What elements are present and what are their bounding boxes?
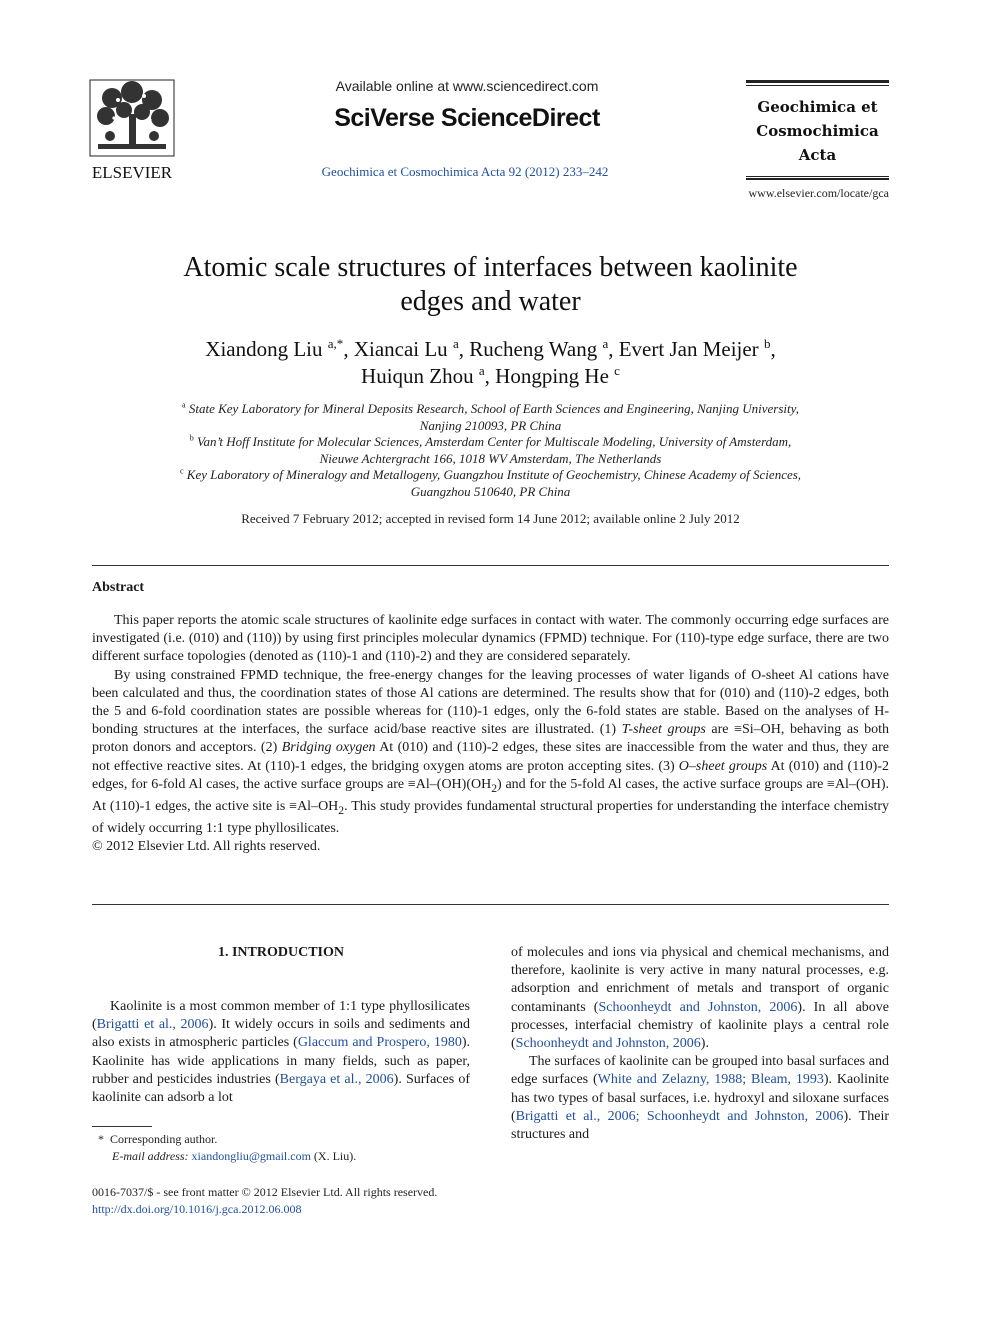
abstract-top-rule	[92, 565, 889, 566]
affiliation-line	[120, 401, 861, 418]
abstract-term: Bridging oxygen	[281, 740, 376, 756]
abstract-heading: Abstract	[92, 580, 145, 595]
affiliation-line: Nieuwe Achtergracht 166, 1018 WV Amsterdam, The Netherlands	[319, 450, 662, 466]
elsevier-wordmark: ELSEVIER	[91, 163, 173, 182]
abstract-text: . This study provides fundamental structural properties for understanding the interface chemistry of widely occurring 1:1 type phyllosilicates.	[92, 798, 890, 836]
corresponding-author-footnote	[92, 1131, 470, 1164]
author-affil-marker[interactable]: a	[452, 336, 459, 351]
citation-link[interactable]: Glaccum and Prospero, 1980	[297, 1035, 462, 1051]
available-online-text: Available online at www.sciencedirect.com	[335, 78, 599, 94]
affiliations	[120, 401, 861, 501]
affiliation-text: Key Laboratory of Mineralogy and Metallogeny, Guangzhou Institute of Geochemistry, Chinese Academy of Sciences,	[186, 467, 802, 483]
elsevier-tree-icon	[84, 78, 184, 182]
affiliation-text: Van’t Hoff Institute for Molecular Sciences, Amsterdam Center for Multiscale Modeling, University of Amsterdam,	[196, 434, 792, 450]
body-paragraph	[511, 1053, 889, 1144]
body-text: ). Their structures and	[511, 1108, 889, 1143]
abstract-term: T-sheet groups	[621, 722, 706, 738]
author-affil-marker[interactable]: a	[602, 336, 609, 351]
affiliation-line: Guangzhou 510640, PR China	[410, 483, 571, 499]
journal-title	[746, 95, 889, 167]
citation-link[interactable]: Schoonheydt and Johnston, 2006	[598, 999, 798, 1015]
doi-link[interactable]: http://dx.doi.org/10.1016/j.gca.2012.06.008	[92, 1201, 302, 1216]
footnote-marker: *	[98, 1132, 104, 1146]
author-separator: ,	[484, 364, 496, 388]
affiliation-line	[120, 434, 861, 451]
footnote-text: Corresponding author.	[110, 1132, 218, 1146]
footnote-line	[92, 1131, 470, 1148]
subscript: 2	[338, 803, 345, 817]
author-affil-marker[interactable]: b	[763, 336, 771, 351]
citation-link[interactable]: White and Zelazny, 1988; Bleam, 1993	[597, 1072, 824, 1088]
abstract-body	[92, 612, 889, 856]
abstract-paragraph: This paper reports the atomic scale structures of kaolinite edge surfaces in contact with water. The commonly occurring edge surfaces are investigated (i.e. (010) and (110)) by using first principles molecular dynamics (FPMD) technique. For (110)-type edge surface, there are two different surface topologies (denoted as (110)-1 and (110)-2) and they are considered separately.	[92, 613, 889, 665]
body-text: ). It widely occurs in soils and sediments and also exists in atmospheric particles (	[92, 1017, 470, 1051]
body-text: ). In all above processes, interfacial chemistry of kaolinite plays a central role (	[511, 999, 890, 1052]
body-text: ). Kaolinite has wide applications in many fields, such as paper, rubber and pesticides industries (	[92, 1035, 470, 1087]
body-text: ). Surfaces of kaolinite can adsorb a lot	[92, 1071, 470, 1106]
affiliation-text: State Key Laboratory for Mineral Deposits Research, School of Earth Sciences and Engineering, Nanjing University,	[188, 401, 799, 416]
journal-reference-link[interactable]: Geochimica et Cosmochimica Acta 92 (2012) 233–242	[321, 164, 609, 179]
abstract-text: By using constrained FPMD technique, the free-energy changes for the leaving processes of water ligands of O-sheet Al cations have been calculated and thus, the coordination states of those Al cations are determined. The results show that for (010) and (110)-2 edges, both the 5 and 6-fold coordination states are possible whereas for (110)-1 edges, only the 6-fold states are stable. Based on the analyses of H-bonding structures at the interfaces, the surface acid/base reactive sites are illustrated. (1)	[92, 667, 889, 738]
article-title	[92, 251, 889, 319]
body-text: Kaolinite is a most common member of 1:1 type phyllosilicates (	[92, 999, 470, 1033]
affiliation-marker: c	[179, 467, 184, 477]
author-name: Rucheng Wang	[469, 337, 598, 361]
citation-link[interactable]: Brigatti et al., 2006	[96, 1017, 209, 1033]
journal-url[interactable]: www.elsevier.com/locate/gca	[748, 186, 889, 200]
affiliation-marker: b	[189, 433, 194, 443]
sciverse-sciencedirect-wordmark[interactable]: SciVerse ScienceDirect	[334, 104, 600, 132]
author-separator: ,	[770, 337, 776, 361]
abstract-text: ) and for the 5-fold Al cases, the active surface groups are ≡Al–(OH). At (110)-1 edges, the active site is ≡Al–OH	[92, 776, 889, 814]
abstract-term: O–sheet groups	[678, 758, 768, 774]
author-affil-marker[interactable]: a	[478, 363, 485, 378]
article-title-line: edges and water	[400, 286, 581, 317]
journal-title-rule-bottom	[746, 178, 889, 180]
journal-title-rule-bottom-thin	[746, 176, 889, 177]
author-line	[92, 363, 889, 390]
author-separator: ,	[343, 337, 354, 361]
journal-title-line: Acta	[798, 146, 837, 164]
elsevier-logo	[84, 78, 184, 182]
citation-link[interactable]: Brigatti et al., 2006; Schoonheydt and Johnston, 2006	[515, 1108, 844, 1124]
author-name: Hongping He	[495, 364, 609, 388]
journal-title-rule-top-thin	[746, 85, 889, 86]
email-label: E-mail address:	[112, 1148, 189, 1163]
copyright-line: © 2012 Elsevier Ltd. All rights reserved.	[92, 839, 321, 855]
subscript: 2	[491, 781, 498, 795]
article-title-line: Atomic scale structures of interfaces between kaolinite	[183, 252, 798, 283]
right-column	[511, 944, 889, 1144]
footnote-line	[92, 1148, 470, 1165]
body-paragraph	[511, 944, 889, 1053]
body-text: The surfaces of kaolinite can be grouped into basal surfaces and edge surfaces (	[511, 1054, 889, 1088]
body-text: ). Kaolinite has two types of basal surfaces, i.e. hydroxyl and siloxane surfaces (	[511, 1072, 889, 1124]
journal-title-line: Cosmochimica	[756, 122, 879, 140]
abstract-bottom-rule	[92, 904, 889, 905]
body-text: ).	[700, 1036, 709, 1052]
author-name: Evert Jan Meijer	[618, 337, 759, 361]
abstract-text: are ≡Si–OH, behaving as both proton donors and acceptors. (2)	[92, 722, 889, 756]
author-affil-marker[interactable]: c	[614, 363, 620, 378]
abstract-paragraph	[92, 667, 889, 838]
affiliation-line	[120, 467, 861, 484]
author-separator: ,	[608, 337, 619, 361]
affiliation-marker: a	[182, 400, 186, 410]
footnote-rule	[92, 1126, 152, 1127]
body-text: of molecules and ions via physical and chemical mechanisms, and therefore, kaolinite is very active in many natural processes, e.g. adsorption and enrichment of metals and transport of organic contaminants (	[511, 945, 889, 1015]
received-dates: Received 7 February 2012; accepted in revised form 14 June 2012; available online 2 July 2012	[241, 511, 740, 526]
author-name: Xiandong Liu	[205, 337, 323, 361]
journal-title-line: Geochimica et	[757, 98, 878, 116]
journal-title-rule-top	[746, 80, 889, 83]
author-name: Huiqun Zhou	[361, 364, 474, 388]
issn-line: 0016-7037/$ - see front matter © 2012 Elsevier Ltd. All rights reserved.	[92, 1185, 438, 1199]
author-list	[92, 336, 889, 390]
abstract-text: At (010) and (110)-2 edges, these sites are inaccessible from the water and thus, they are not effective reactive sites. At (110)-1 edges, the bridging oxygen atoms are proton accepting sites. (3)	[92, 740, 890, 774]
introduction-heading: 1. INTRODUCTION	[217, 945, 344, 960]
footnote-text: (X. Liu).	[313, 1148, 357, 1163]
body-paragraph	[92, 998, 470, 1107]
page-footer	[92, 1184, 592, 1217]
affiliation-line: Nanjing 210093, PR China	[419, 417, 562, 433]
author-separator: ,	[458, 337, 470, 361]
citation-link[interactable]: Schoonheydt and Johnston, 2006	[515, 1036, 701, 1052]
abstract-text: At (010) and (110)-2 edges, for 6-fold Al cases, the active surface groups are ≡Al–(OH)(OH	[92, 758, 889, 792]
author-name: Xiancai Lu	[353, 337, 448, 361]
left-column	[92, 998, 470, 1107]
author-affil-marker[interactable]: a,*	[327, 336, 344, 351]
email-link[interactable]: xiandongliu@gmail.com	[191, 1148, 311, 1163]
citation-link[interactable]: Bergaya et al., 2006	[279, 1071, 394, 1087]
author-line	[92, 336, 889, 363]
